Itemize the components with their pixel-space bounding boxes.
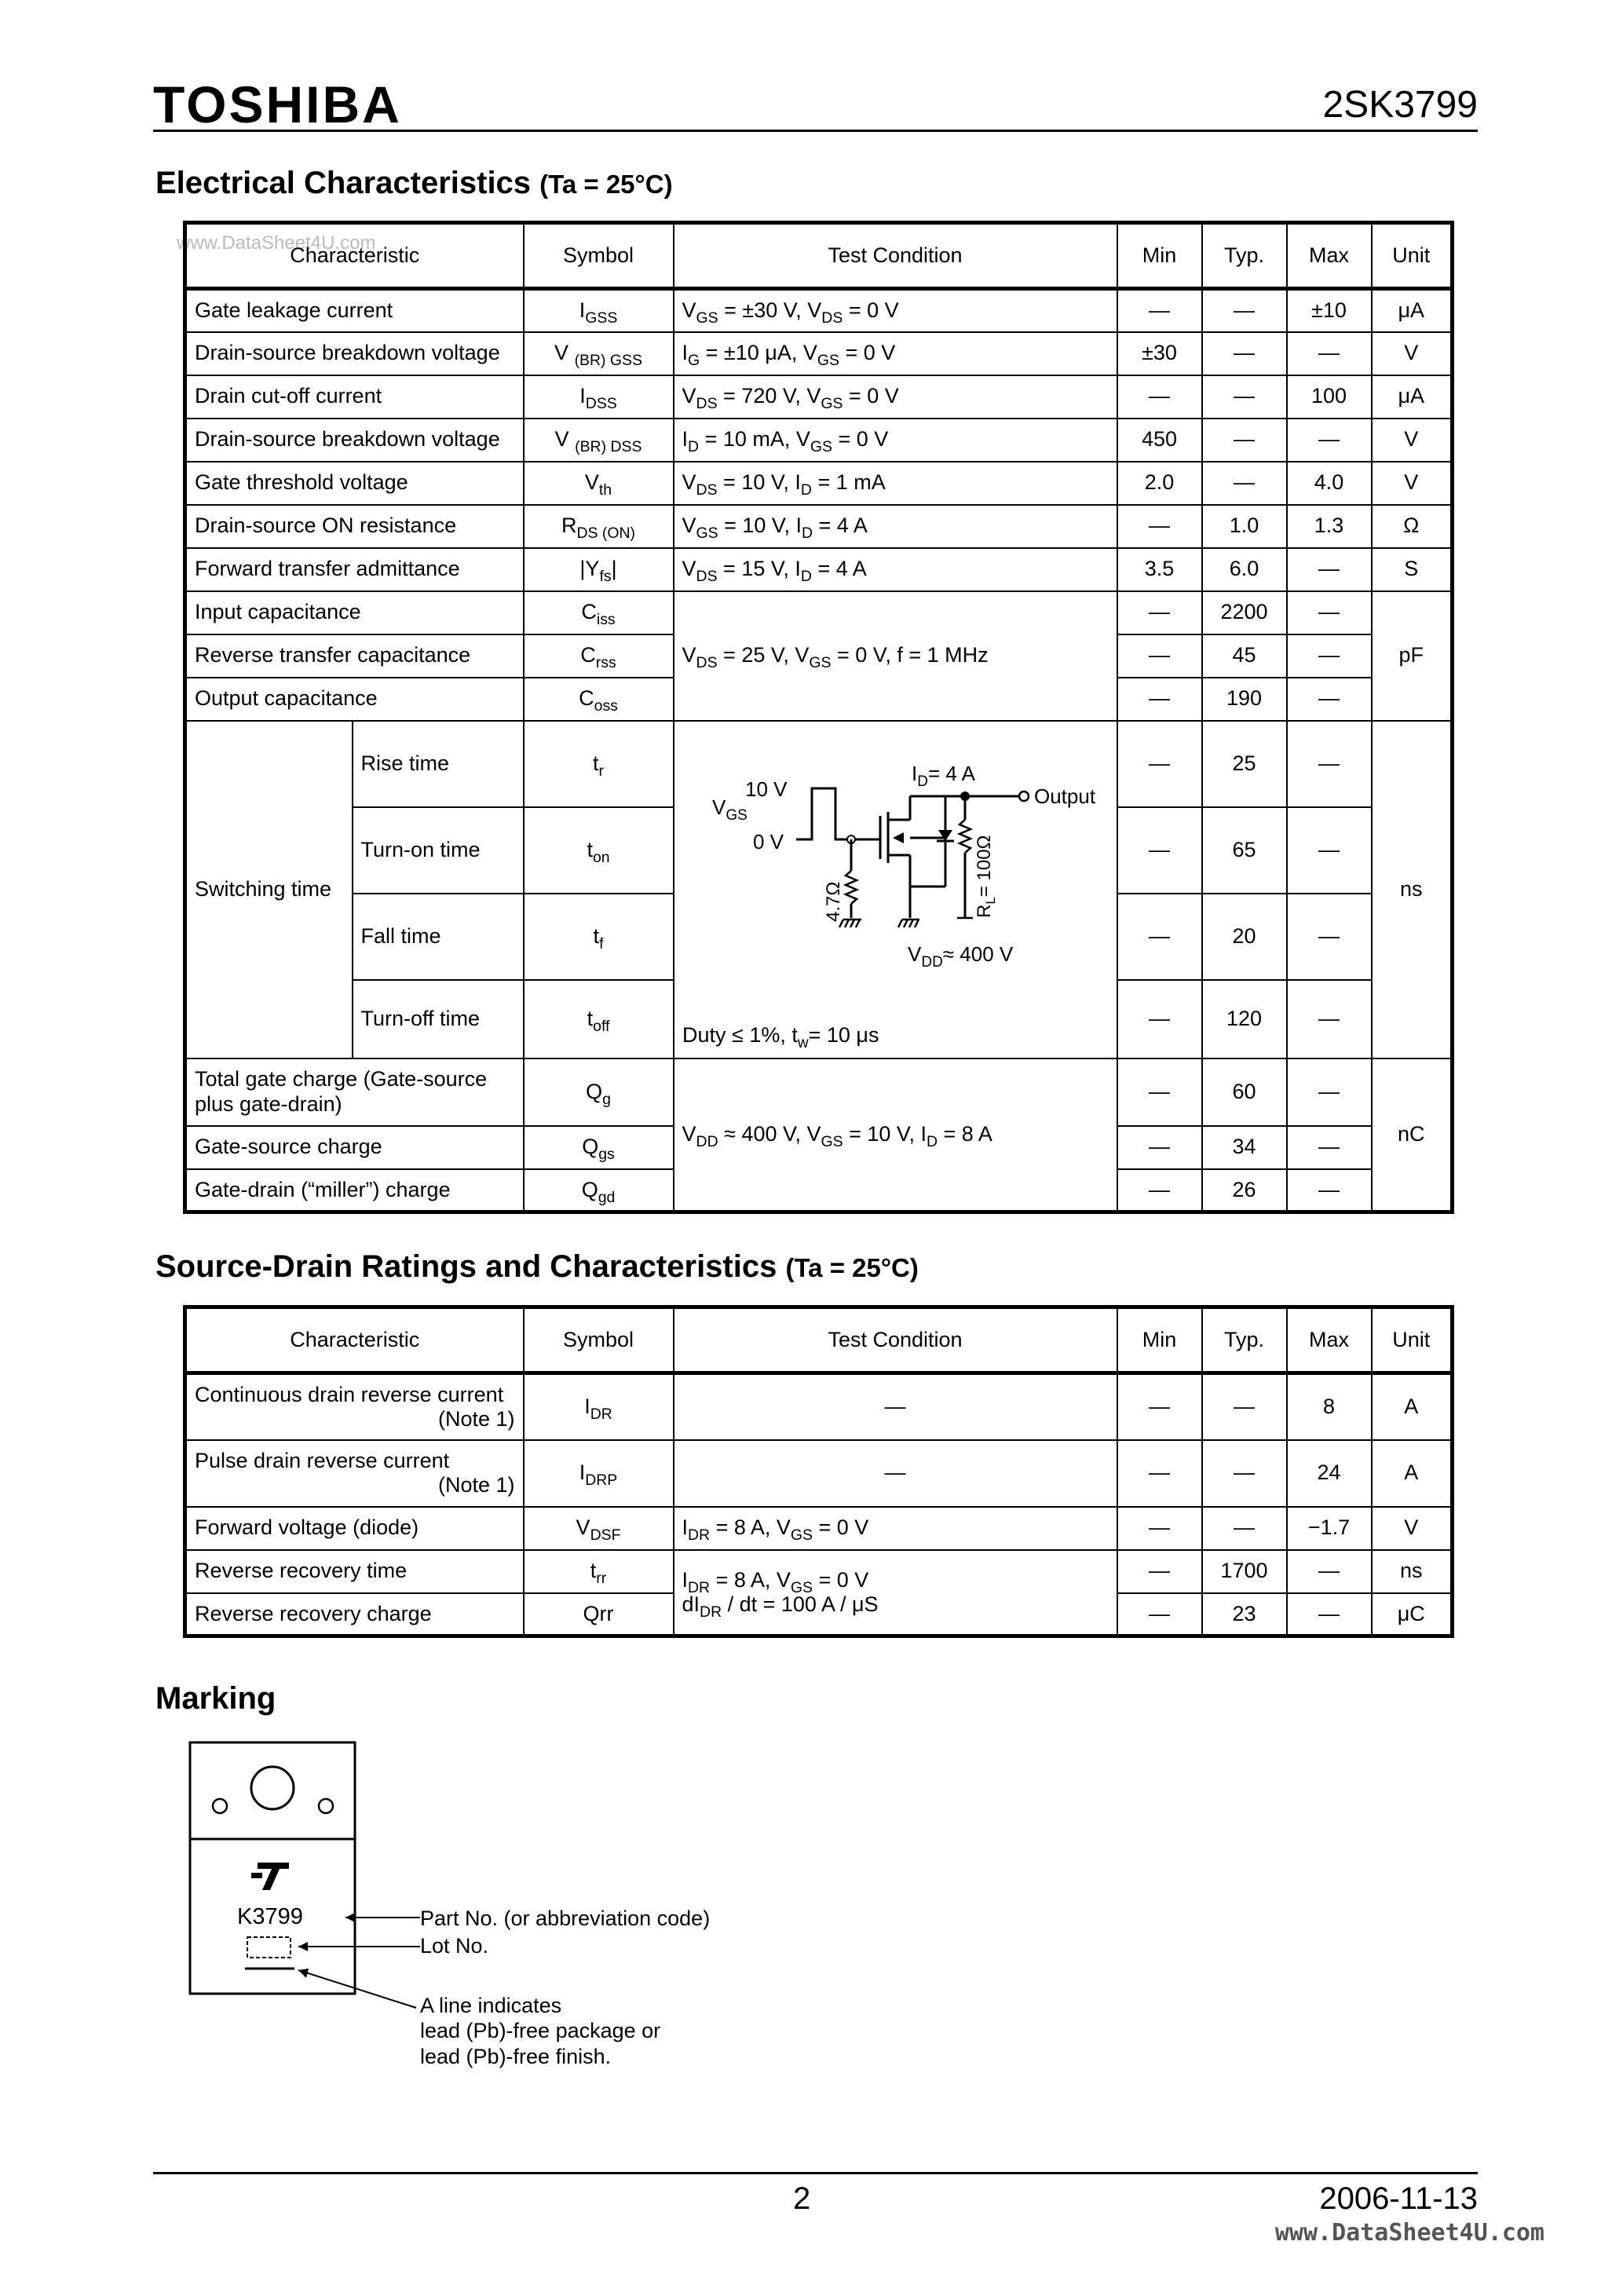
condition-cell: $V_{GS} = \pm 30$ V, $V_{DS} = 0$ V — [674, 289, 1117, 332]
typ-cell: 65 — [1202, 807, 1287, 894]
max-cell: — — [1287, 807, 1372, 894]
max-cell: — — [1287, 894, 1372, 980]
typ-cell: — — [1202, 419, 1287, 462]
typ-cell: — — [1202, 1373, 1287, 1440]
min-cell: — — [1117, 591, 1202, 634]
characteristic-cell: Forward voltage (diode) — [185, 1507, 524, 1550]
footer-date: 2006-11-13 — [1319, 2181, 1478, 2216]
min-cell: 2.0 — [1117, 462, 1202, 505]
condition-cell: $V_{GS} = 10$ V, $I_D = 4$ A — [674, 505, 1117, 548]
condition-cell: $V_{DD} \approx 400$ V, $V_{GS} = 10$ V, $I_D = 8$ A — [674, 1058, 1117, 1212]
table-row — [185, 591, 1453, 634]
marking-label-part-no: Part No. (or abbreviation code) — [420, 1907, 711, 1930]
max-cell: — — [1287, 591, 1372, 634]
mounting-hole — [251, 1767, 294, 1809]
gate-pulse-waveform — [796, 788, 851, 839]
switching-circuit-cell — [674, 721, 1117, 1058]
typ-cell: — — [1202, 1440, 1287, 1507]
typ-cell: 60 — [1202, 1058, 1287, 1126]
typ-cell: 2200 — [1202, 591, 1287, 634]
max-cell: — — [1287, 332, 1372, 375]
section-title-source-drain: Source-Drain Ratings and Characteristics (Ta = 25°C) — [155, 1249, 919, 1284]
characteristic-cell: Reverse recovery charge — [185, 1593, 524, 1636]
section-title-electrical: Electrical Characteristics (Ta = 25°C) — [155, 166, 673, 200]
condition-cell: $V_{DS} = 720$ V, $V_{GS} = 0$ V — [674, 375, 1117, 419]
col-symbol: Symbol — [524, 1307, 674, 1373]
header-rule — [153, 130, 1478, 132]
vgs-label: $V_{GS}$ — [711, 795, 748, 824]
col-min: Min — [1117, 223, 1202, 289]
unit-cell: Ω — [1372, 505, 1453, 548]
min-cell: 450 — [1117, 419, 1202, 462]
max-cell: — — [1287, 980, 1372, 1058]
symbol-cell: $I_{GSS}$ — [524, 289, 674, 332]
min-cell: — — [1117, 721, 1202, 807]
characteristic-cell: Drain-source breakdown voltage — [185, 419, 524, 462]
min-cell: — — [1117, 1593, 1202, 1636]
unit-cell: μC — [1372, 1593, 1453, 1636]
min-cell: — — [1117, 1373, 1202, 1440]
typ-cell: 6.0 — [1202, 548, 1287, 591]
table-row — [185, 505, 1453, 548]
max-cell: — — [1287, 1126, 1372, 1169]
characteristic-cell: Continuous drain reverse current (Note 1) — [185, 1373, 524, 1440]
switching-subitem: Rise time — [353, 721, 524, 807]
typ-cell: — — [1202, 375, 1287, 419]
switching-time-label: Switching time — [185, 721, 353, 1058]
max-cell: — — [1287, 1593, 1372, 1636]
unit-cell: A — [1372, 1440, 1453, 1507]
min-cell: — — [1117, 1440, 1202, 1507]
characteristic-cell: Drain cut-off current — [185, 375, 524, 419]
electrical-characteristics-table — [183, 221, 1454, 1214]
table-row — [185, 721, 1453, 807]
min-cell: — — [1117, 375, 1202, 419]
symbol-cell: $R_{DS (ON)}$ — [524, 505, 674, 548]
typ-cell: — — [1202, 289, 1287, 332]
unit-cell: ns — [1372, 1550, 1453, 1593]
table-row — [185, 1550, 1453, 1593]
typ-cell: 45 — [1202, 634, 1287, 678]
symbol-cell: $|Y_{fs}|$ — [524, 548, 674, 591]
switching-subitem: Turn-off time — [353, 980, 524, 1058]
condition-cell: $I_{DR} = 8$ A, $V_{GS} = 0$ V $dI_{DR}$ / dt = 100 A / μS — [674, 1550, 1117, 1636]
gate-resistor — [846, 871, 857, 904]
duty-note: Duty ≤ 1%, $t_w= 10$ μs — [682, 1022, 879, 1051]
characteristic-cell: Drain-source breakdown voltage — [185, 332, 524, 375]
symbol-cell: $V_{th}$ — [524, 462, 674, 505]
unit-cell: S — [1372, 548, 1453, 591]
part-code-text: K3799 — [237, 1904, 303, 1929]
table-row — [185, 289, 1453, 332]
max-cell: — — [1287, 548, 1372, 591]
max-cell: — — [1287, 1058, 1372, 1126]
marking-line-note: A line indicates lead (Pb)-free package or lead (Pb)-free finish. — [420, 1994, 661, 2068]
min-cell: ±30 — [1117, 332, 1202, 375]
col-typ: Typ. — [1202, 1307, 1287, 1373]
brand-logo: TOSHIBA — [153, 75, 402, 133]
col-unit: Unit — [1372, 223, 1453, 289]
symbol-cell: $t_r$ — [524, 721, 674, 807]
characteristic-cell: Gate-drain (“miller”) charge — [185, 1169, 524, 1212]
vdd-label: $V_{DD}\approx 400$ V — [907, 941, 1013, 971]
part-number: 2SK3799 — [1322, 84, 1478, 126]
min-cell: — — [1117, 1550, 1202, 1593]
small-hole-right — [319, 1799, 333, 1813]
output-terminal — [1019, 792, 1029, 801]
max-cell: 1.3 — [1287, 505, 1372, 548]
col-max: Max — [1287, 1307, 1372, 1373]
table-row — [185, 1058, 1453, 1126]
min-cell: 3.5 — [1117, 548, 1202, 591]
gate-resistor-label: 4.7Ω — [822, 881, 844, 922]
unit-cell: V — [1372, 1507, 1453, 1550]
table-row — [185, 1507, 1453, 1550]
condition-cell: $V_{DS} = 15$ V, $I_D = 4$ A — [674, 548, 1117, 591]
small-hole-left — [213, 1799, 227, 1813]
max-cell: — — [1287, 678, 1372, 721]
symbol-cell: $t_{on}$ — [524, 807, 674, 894]
typ-cell: 120 — [1202, 980, 1287, 1058]
col-typ: Typ. — [1202, 223, 1287, 289]
max-cell: 24 — [1287, 1440, 1372, 1507]
table-row — [185, 332, 1453, 375]
symbol-cell: $Q_{gd}$ — [524, 1169, 674, 1212]
characteristic-cell: Gate threshold voltage — [185, 462, 524, 505]
section-title-marking: Marking — [155, 1681, 276, 1716]
col-characteristic: Characteristic — [185, 223, 524, 289]
footer-rule — [153, 2172, 1478, 2174]
symbol-cell: V $_{(BR) DSS}$ — [524, 419, 674, 462]
unit-cell: pF — [1372, 591, 1453, 721]
watermark-top: www.DataSheet4U.com — [177, 232, 376, 254]
symbol-cell: $Q_g$ — [524, 1058, 674, 1126]
max-cell: −1.7 — [1287, 1507, 1372, 1550]
symbol-cell: $t_f$ — [524, 894, 674, 980]
symbol-cell: $V_{DSF}$ — [524, 1507, 674, 1550]
symbol-cell: V $_{(BR) GSS}$ — [524, 332, 674, 375]
condition-cell: — — [674, 1440, 1117, 1507]
max-cell: 4.0 — [1287, 462, 1372, 505]
max-cell: 100 — [1287, 375, 1372, 419]
typ-cell: — — [1202, 332, 1287, 375]
col-characteristic: Characteristic — [185, 1307, 524, 1373]
characteristic-cell: Reverse recovery time — [185, 1550, 524, 1593]
page-number: 2 — [793, 2181, 811, 2216]
min-cell: — — [1117, 1169, 1202, 1212]
min-cell: — — [1117, 505, 1202, 548]
switching-subitem: Turn-on time — [353, 807, 524, 894]
col-test-condition: Test Condition — [674, 1307, 1117, 1373]
unit-cell: V — [1372, 462, 1453, 505]
typ-cell: 25 — [1202, 721, 1287, 807]
max-cell: — — [1287, 721, 1372, 807]
min-cell: — — [1117, 289, 1202, 332]
output-label: Output — [1033, 784, 1095, 808]
condition-cell: $I_D = 10$ mA, $V_{GS} = 0$ V — [674, 419, 1117, 462]
characteristic-cell: Input capacitance — [185, 591, 524, 634]
ground-symbol-1 — [839, 919, 861, 927]
lot-number-box — [247, 1937, 291, 1958]
max-cell: ±10 — [1287, 289, 1372, 332]
min-cell: — — [1117, 678, 1202, 721]
min-cell: — — [1117, 894, 1202, 980]
col-max: Max — [1287, 223, 1372, 289]
unit-cell: μA — [1372, 375, 1453, 419]
unit-cell: ns — [1372, 721, 1453, 1058]
characteristic-cell: Gate-source charge — [185, 1126, 524, 1169]
typ-cell: — — [1202, 1507, 1287, 1550]
symbol-cell: $C_{iss}$ — [524, 591, 674, 634]
characteristic-cell: Pulse drain reverse current (Note 1) — [185, 1440, 524, 1507]
characteristic-cell: Reverse transfer capacitance — [185, 634, 524, 678]
source-drain-table — [183, 1305, 1454, 1638]
table-row — [185, 375, 1453, 419]
symbol-cell: $t_{rr}$ — [524, 1550, 674, 1593]
col-test-condition: Test Condition — [674, 223, 1117, 289]
table-row — [185, 548, 1453, 591]
table-row — [185, 419, 1453, 462]
characteristic-cell: Gate leakage current — [185, 289, 524, 332]
typ-cell: 1700 — [1202, 1550, 1287, 1593]
switching-test-circuit — [674, 722, 1118, 1058]
table-row — [185, 1373, 1453, 1440]
min-cell: — — [1117, 807, 1202, 894]
typ-cell: 23 — [1202, 1593, 1287, 1636]
max-cell: — — [1287, 1550, 1372, 1593]
unit-cell: A — [1372, 1373, 1453, 1440]
col-min: Min — [1117, 1307, 1202, 1373]
switching-subitem: Fall time — [353, 894, 524, 980]
symbol-cell: $Q_{gs}$ — [524, 1126, 674, 1169]
characteristic-cell: Forward transfer admittance — [185, 548, 524, 591]
table-row — [185, 462, 1453, 505]
pulse-low-label: 0 V — [752, 829, 784, 854]
max-cell: 8 — [1287, 1373, 1372, 1440]
load-resistor-label: $R_L= 100\Omega$ — [973, 835, 998, 918]
condition-cell: $V_{DS} = 25$ V, $V_{GS} = 0$ V, f = 1 MHz — [674, 591, 1117, 721]
table-header-row — [185, 223, 1453, 289]
min-cell: — — [1117, 980, 1202, 1058]
symbol-cell: $C_{rss}$ — [524, 634, 674, 678]
unit-cell: μA — [1372, 289, 1453, 332]
symbol-cell: $C_{oss}$ — [524, 678, 674, 721]
symbol-cell: Qrr — [524, 1593, 674, 1636]
condition-cell: $I_G = \pm 10$ μA, $V_{GS} = 0$ V — [674, 332, 1117, 375]
typ-cell: — — [1202, 462, 1287, 505]
symbol-cell: $I_{DR}$ — [524, 1373, 674, 1440]
unit-cell: V — [1372, 332, 1453, 375]
typ-cell: 20 — [1202, 894, 1287, 980]
condition-cell: $V_{DS} = 10$ V, $I_D = 1$ mA — [674, 462, 1117, 505]
table-row — [185, 1440, 1453, 1507]
characteristic-cell: Total gate charge (Gate-source plus gate-drain) — [185, 1058, 524, 1126]
symbol-cell: $I_{DSS}$ — [524, 375, 674, 419]
body-diode — [938, 830, 952, 841]
condition-cell: $I_{DR} = 8$ A, $V_{GS} = 0$ V — [674, 1507, 1117, 1550]
load-resistor — [960, 820, 971, 853]
unit-cell: nC — [1372, 1058, 1453, 1212]
typ-cell: 26 — [1202, 1169, 1287, 1212]
min-cell: — — [1117, 1507, 1202, 1550]
symbol-cell: $I_{DRP}$ — [524, 1440, 674, 1507]
pulse-high-label: 10 V — [744, 777, 788, 801]
footer-watermark: www.DataSheet4U.com — [1274, 2219, 1544, 2247]
typ-cell: 34 — [1202, 1126, 1287, 1169]
min-cell: — — [1117, 634, 1202, 678]
max-cell: — — [1287, 634, 1372, 678]
typ-cell: 190 — [1202, 678, 1287, 721]
typ-cell: 1.0 — [1202, 505, 1287, 548]
package-marking-diagram — [188, 1741, 361, 2000]
min-cell: — — [1117, 1058, 1202, 1126]
characteristic-cell: Output capacitance — [185, 678, 524, 721]
condition-cell: — — [674, 1373, 1117, 1440]
col-symbol: Symbol — [524, 223, 674, 289]
symbol-cell: $t_{off}$ — [524, 980, 674, 1058]
table-header-row — [185, 1307, 1453, 1373]
unit-cell: V — [1372, 419, 1453, 462]
characteristic-cell: Drain-source ON resistance — [185, 505, 524, 548]
marking-label-lot-no: Lot No. — [420, 1934, 489, 1958]
ground-symbol-2 — [898, 919, 919, 927]
col-unit: Unit — [1372, 1307, 1453, 1373]
max-cell: — — [1287, 419, 1372, 462]
max-cell: — — [1287, 1169, 1372, 1212]
min-cell: — — [1117, 1126, 1202, 1169]
id-label: $I_D= 4$ A — [911, 761, 975, 790]
